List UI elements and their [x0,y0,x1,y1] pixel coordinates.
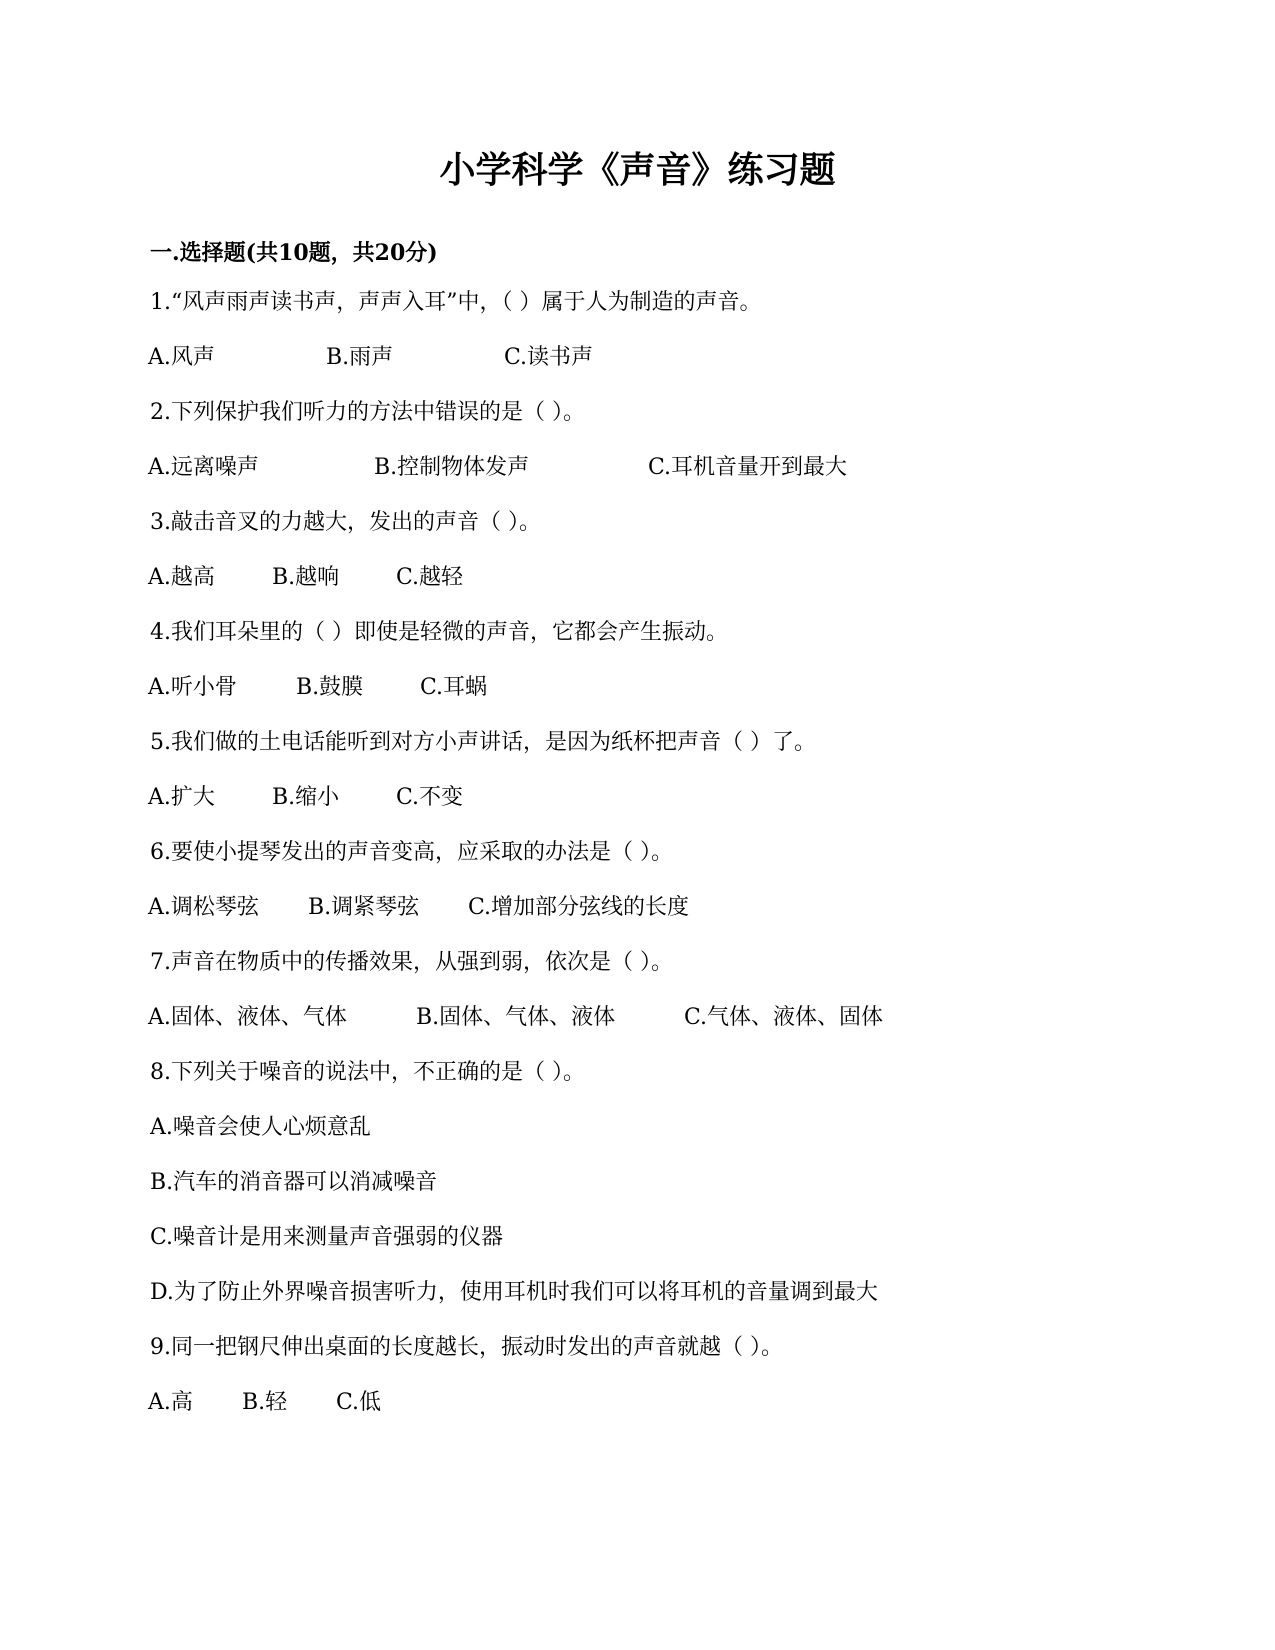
question-6-option-b: B.调紧琴弦 [308,895,420,920]
question-2-option-b: B.控制物体发声 [374,455,530,480]
question-3-stem: 3.敲击音叉的力越大，发出的声音（ ）。 [150,510,541,535]
question-8-option-a: A.噪音会使人心烦意乱 [150,1115,371,1140]
question-6-stem: 6.要使小提琴发出的声音变高，应采取的办法是（ ）。 [150,840,673,865]
section-heading: 一.选择题(共10题，共20分) [150,240,438,266]
question-4-option-c: C.耳蜗 [420,675,488,700]
question-1-option-b: B.雨声 [326,345,394,370]
question-5-option-a: A.扩大 [148,785,215,810]
question-5-stem: 5.我们做的土电话能听到对方小声讲话，是因为纸杯把声音（ ）了。 [150,730,816,755]
question-3-option-c: C.越轻 [396,565,464,590]
question-4-option-b: B.鼓膜 [296,675,364,700]
question-9-option-a: A.高 [148,1390,193,1415]
question-1-stem: 1.“风声雨声读书声，声声入耳”中，（ ）属于人为制造的声音。 [150,290,762,315]
question-1-option-c: C.读书声 [504,345,594,370]
question-4-option-a: A.听小骨 [148,675,237,700]
question-4-stem: 4.我们耳朵里的（ ）即使是轻微的声音，它都会产生振动。 [150,620,728,645]
question-5-option-c: C.不变 [396,785,464,810]
question-9-stem: 9.同一把钢尺伸出桌面的长度越长，振动时发出的声音就越（ ）。 [150,1335,783,1360]
question-1-option-a: A.风声 [148,345,215,370]
question-2-stem: 2.下列保护我们听力的方法中错误的是（ ）。 [150,400,585,425]
question-7-option-c: C.气体、液体、固体 [684,1005,884,1030]
question-5-option-b: B.缩小 [272,785,340,810]
question-8-option-b: B.汽车的消音器可以消减噪音 [150,1170,438,1195]
question-7-option-b: B.固体、气体、液体 [416,1005,616,1030]
question-6-option-a: A.调松琴弦 [148,895,259,920]
question-2-option-c: C.耳机音量开到最大 [648,455,848,480]
question-9-option-b: B.轻 [242,1390,288,1415]
question-3-option-b: B.越响 [272,565,340,590]
question-9-option-c: C.低 [336,1390,382,1415]
question-2-option-a: A.远离噪声 [148,455,259,480]
question-8-option-d: D.为了防止外界噪音损害听力，使用耳机时我们可以将耳机的音量调到最大 [150,1280,878,1305]
question-7-option-a: A.固体、液体、气体 [148,1005,347,1030]
question-8-stem: 8.下列关于噪音的说法中，不正确的是（ ）。 [150,1060,585,1085]
question-8-option-c: C.噪音计是用来测量声音强弱的仪器 [150,1225,504,1250]
question-3-option-a: A.越高 [148,565,215,590]
page-title: 小学科学《声音》练习题 [439,149,836,191]
question-7-stem: 7.声音在物质中的传播效果，从强到弱，依次是（ ）。 [150,950,673,975]
question-6-option-c: C.增加部分弦线的长度 [468,895,690,920]
